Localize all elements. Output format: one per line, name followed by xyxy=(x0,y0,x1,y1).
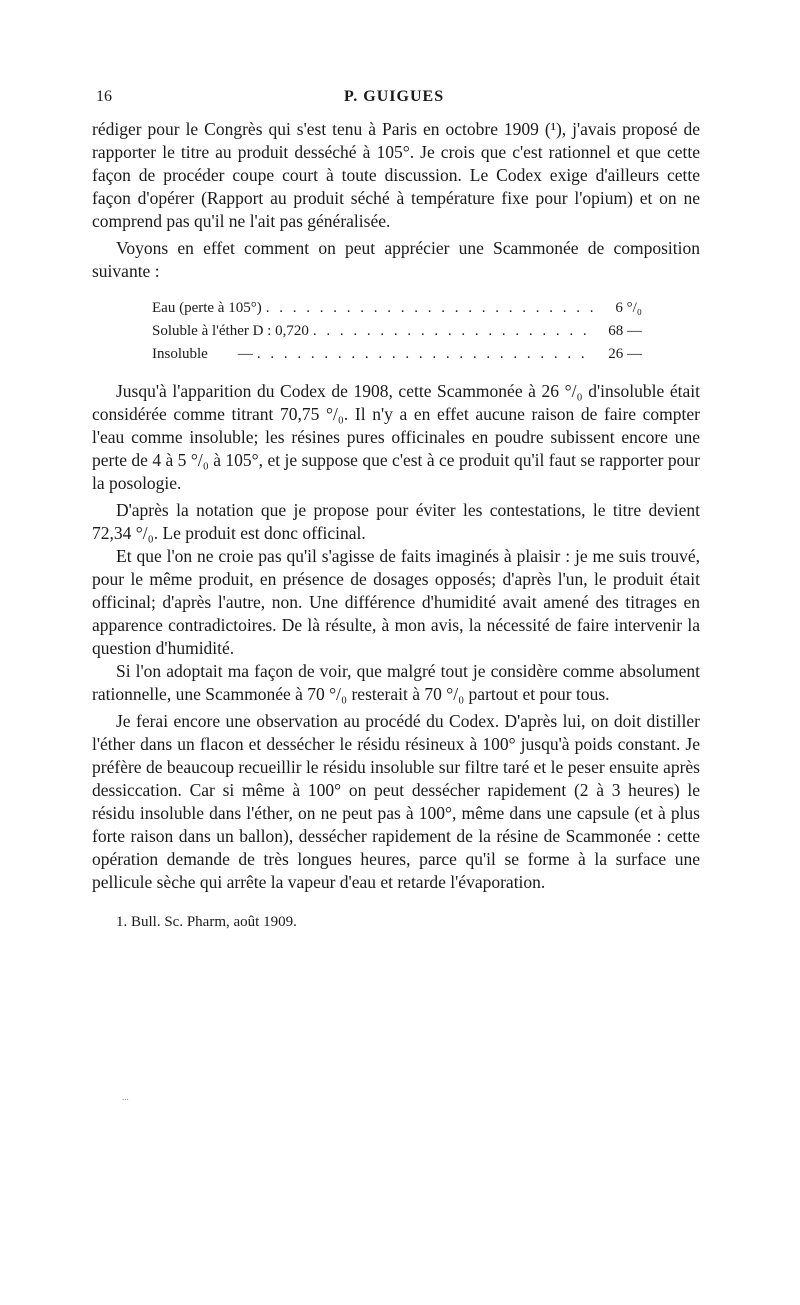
table-row xyxy=(152,343,642,366)
dot-leader xyxy=(266,297,594,320)
paragraph-humidity: Et que l'on ne croie pas qu'il s'agisse de faits imaginés à plaisir : je me suis trouvé, pour le même produit, en présence de dosages opposés; d'après l'un, le produit était officinal; d'après l'autre, non. Une différence d'humidité avait amené des titrages en apparence contradictoires. De là résulte, à mon avis, la nécessité de faire intervenir la question d'humidité. xyxy=(92,546,700,658)
dot-leader xyxy=(313,320,594,343)
paragraph-composition-intro: Voyons en effet comment on peut apprécier une Scammonée de composition suivante : xyxy=(92,238,700,281)
running-title: P. GUIGUES xyxy=(344,88,445,105)
stray-marks: ... xyxy=(122,1092,129,1102)
paragraph-notation: D'après la notation que je propose pour éviter les contestations, le titre devient 72,34 °/₀. Le produit est donc officinal. xyxy=(92,500,700,543)
row-label: Soluble à l'éther D : 0,720 xyxy=(152,323,309,339)
paragraph-adoption: Si l'on adoptait ma façon de voir, que malgré tout je considère comme absolument rationnelle, une Scammonée à 70 °/₀ resterait à 70 °/₀ partout et pour tous. xyxy=(92,661,700,704)
footnote: 1. Bull. Sc. Pharm, août 1909. xyxy=(116,914,297,930)
table-row xyxy=(152,320,642,343)
paragraph-codex-1908: Jusqu'à l'apparition du Codex de 1908, cette Scammonée à 26 °/₀ d'insoluble était considérée comme titrant 70,75 °/₀. Il n'y a en effet aucune raison de faire compter l'eau comme insoluble; les résines pures officinales en poudre subissent encore une perte de 4 à 5 °/₀ à 105°, et je suppose que c'est à ce produit qu'il faut se rapporter pour la posologie. xyxy=(92,381,700,493)
composition-table xyxy=(152,297,642,366)
row-value: 26 — xyxy=(608,346,642,362)
row-value: 68 — xyxy=(608,323,642,339)
dot-leader xyxy=(257,343,594,366)
row-label: Eau (perte à 105°) xyxy=(152,300,262,316)
row-label: Insoluble — xyxy=(152,346,253,362)
table-row xyxy=(152,297,642,320)
book-page xyxy=(92,88,700,931)
page-number: 16 xyxy=(96,88,112,105)
paragraph-observation: Je ferai encore une observation au procédé du Codex. D'après lui, on doit distiller l'éther dans un flacon et dessécher le résidu résineux à 100° jusqu'à poids constant. Je préfère de beaucoup recueillir le résidu insoluble sur filtre taré et le peser ensuite après dessiccation. Car si même à 100° on peut dessécher rapidement (2 à 3 heures) le résidu insoluble dans l'éther, on ne peut pas à 100°, même dans une capsule (et à plus forte raison dans un ballon), dessécher rapidement de la résine de Scammonée : cette opération demande de très longues heures, parce qu'il se forme à la surface une pellicule sèche qui arrête la vapeur d'eau et retarde l'évaporation. xyxy=(92,711,700,892)
paragraph-opening: rédiger pour le Congrès qui s'est tenu à Paris en octobre 1909 (¹), j'avais proposé de rapporter le titre au produit desséché à 105°. Je crois que c'est rationnel et que cette façon de procéder coupe court à toute discussion. Le Codex exige d'ailleurs cette façon d'opérer (Rapport au produit séché à température fixe pour l'opium) et on ne comprend pas qu'il ne l'ait pas généralisée. xyxy=(92,119,700,231)
running-head xyxy=(92,88,700,110)
row-value: 6 °/₀ xyxy=(615,300,642,316)
